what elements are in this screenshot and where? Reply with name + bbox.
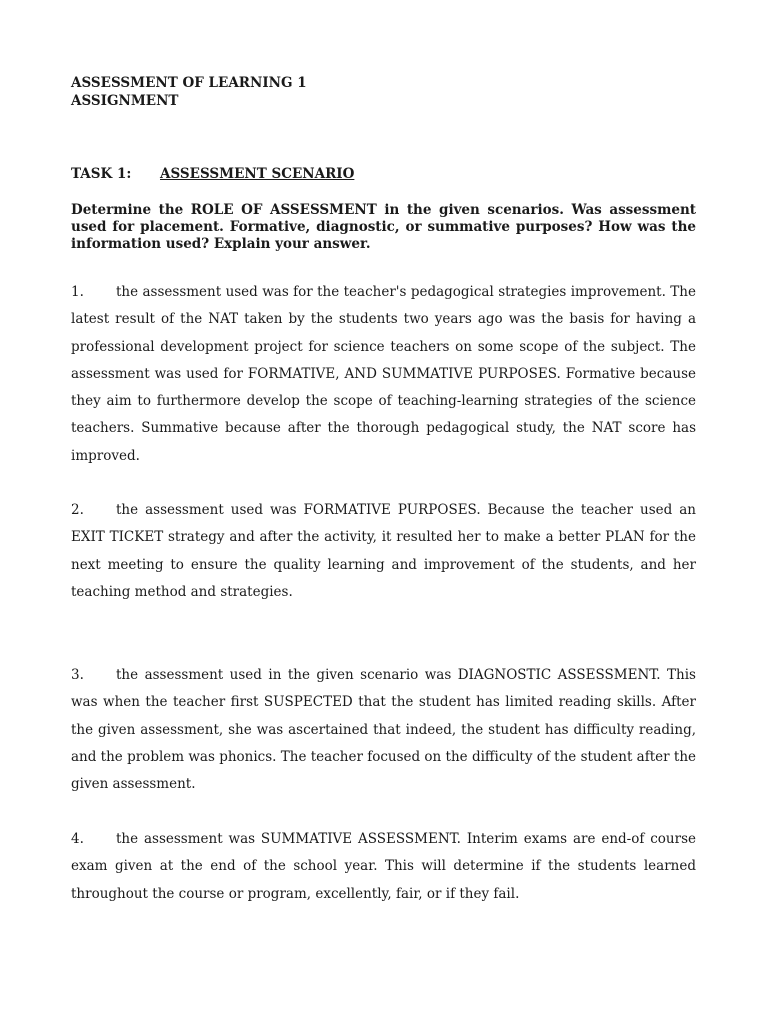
answer-item (71, 826, 696, 908)
answer-item (71, 497, 696, 606)
task-instructions: Determine the ROLE OF ASSESSMENT in the given scenarios. Was assessment used for placement. Formative, diagnostic, or summative purposes? How was the information used? Explain your answer. (71, 202, 696, 252)
answer-number: 4. (71, 831, 84, 847)
task-heading (71, 165, 354, 183)
answer-text: the assessment was SUMMATIVE ASSESSMENT. Interim exams are end-of course exam given at the end of the school year. This will determine if the students learned throughout the course or program, excellently, fair, or if they fail. (71, 831, 696, 902)
answer-text: the assessment used was FORMATIVE PURPOSES. Because the teacher used an EXIT TICKET strategy and after the activity, it resulted her to make a better PLAN for the next meeting to ensure the quality learning and improvement of the students, and her teaching method and strategies. (71, 502, 696, 600)
answer-text: the assessment used in the given scenario was DIAGNOSTIC ASSESSMENT. This was when the teacher first SUSPECTED that the student has limited reading skills. After the given assessment, she was ascertained that indeed, the student has difficulty reading, and the problem was phonics. The teacher focused on the difficulty of the student after the given assessment. (71, 667, 696, 793)
answer-number: 2. (71, 502, 84, 518)
document-type: ASSIGNMENT (71, 93, 179, 109)
answer-number: 1. (71, 284, 84, 300)
answer-item (71, 662, 696, 798)
course-title: ASSESSMENT OF LEARNING 1 (71, 75, 307, 91)
task-number: TASK 1: (71, 166, 132, 182)
answer-item (71, 279, 696, 470)
task-name: ASSESSMENT SCENARIO (160, 166, 355, 182)
answer-text: the assessment used was for the teacher's pedagogical strategies improvement. The latest result of the NAT taken by the students two years ago was the basis for having a professional development project for science teachers on some scope of the subject. The assessment was used for FORMATIVE, AND SUMMATIVE PURPOSES. Formative because they aim to furthermore develop the scope of teaching-learning strategies of the science teachers. Summative because after the thorough pedagogical study, the NAT score has improved. (71, 284, 696, 464)
answer-number: 3. (71, 667, 84, 683)
